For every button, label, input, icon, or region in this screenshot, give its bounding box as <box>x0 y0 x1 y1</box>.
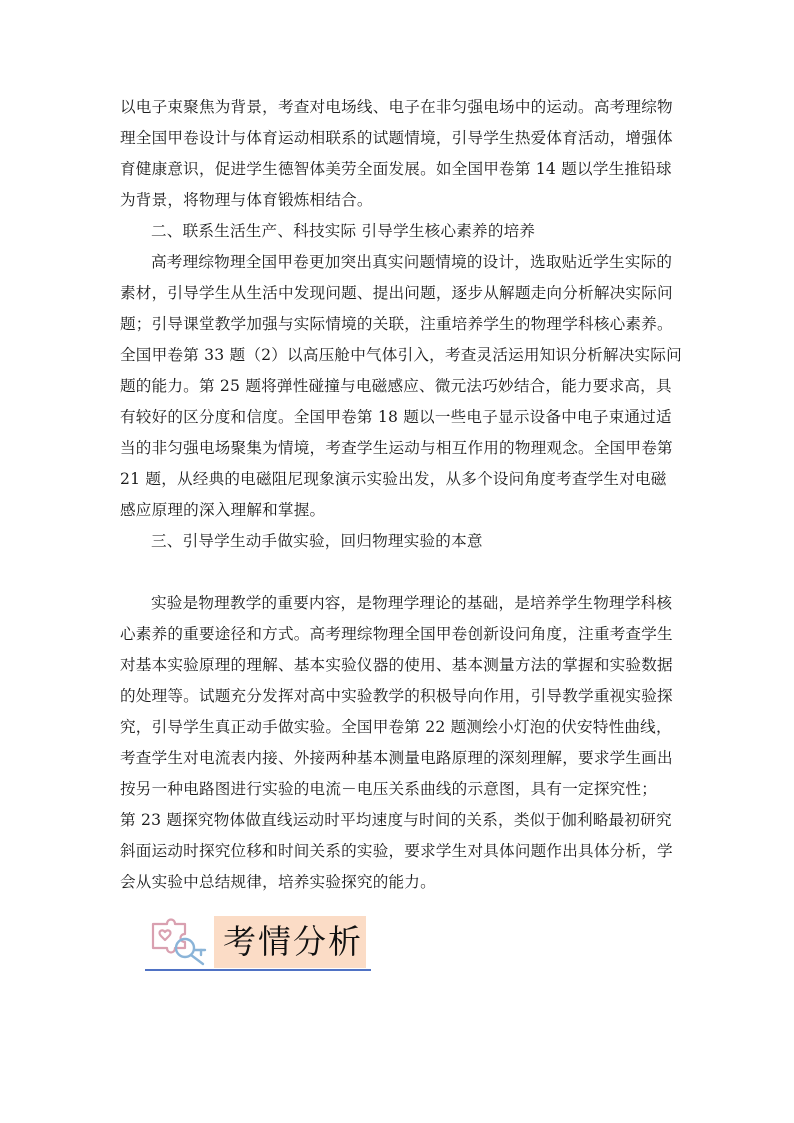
section-header-label: 考情分析 <box>223 922 363 961</box>
text-line: 以电子束聚焦为背景，考查对电场线、电子在非匀强电场中的运动。高考理综物 <box>120 98 673 116</box>
text-line: 考查学生对电流表内接、外接两种基本测量电路原理的深刻理解，要求学生画出 <box>120 749 673 767</box>
text-line: 全国甲卷第 33 题（2）以高压舱中气体引入，考查灵活运用知识分析解决实际问 <box>120 346 682 364</box>
text-line: 的处理等。试题充分发挥对高中实验教学的积极导向作用，引导教学重视实验探 <box>120 687 673 705</box>
text-line: 斜面运动时探究位移和时间关系的实验，要求学生对具体问题作出具体分析，学 <box>120 842 673 860</box>
text-line: 理全国甲卷设计与体育运动相联系的试题情境，引导学生热爱体育活动，增强体 <box>120 129 673 147</box>
text-line: 按另一种电路图进行实验的电流－电压关系曲线的示意图，具有一定探究性； <box>120 780 657 798</box>
text-line: 实验是物理教学的重要内容，是物理学理论的基础，是培养学生物理学科核 <box>151 594 673 612</box>
text-line: 有较好的区分度和信度。全国甲卷第 18 题以一些电子显示设备中电子束通过适 <box>120 408 672 426</box>
section-header-underline <box>145 969 371 971</box>
text-line: 第 23 题探究物体做直线运动时平均速度与时间的关系，类似于伽利略最初研究 <box>120 811 672 829</box>
text-line: 究，引导学生真正动手做实验。全国甲卷第 22 题测绘小灯泡的伏安特性曲线， <box>120 718 672 736</box>
magnifier-puzzle-icon <box>145 912 213 968</box>
text-line: 素材，引导学生从生活中发现问题、提出问题，逐步从解题走向分析解决实际问 <box>120 284 673 302</box>
text-line: 题的能力。第 25 题将弹性碰撞与电磁感应、微元法巧妙结合，能力要求高，具 <box>120 377 672 395</box>
text-line: 心素养的重要途径和方式。高考理综物理全国甲卷创新设问角度，注重考查学生 <box>120 625 673 643</box>
section-header <box>145 906 371 972</box>
text-line: 当的非匀强电场聚集为情境，考查学生运动与相互作用的物理观念。全国甲卷第 <box>120 439 673 457</box>
body-text-top <box>120 92 682 557</box>
text-line: 21 题，从经典的电磁阻尼现象演示实验出发，从多个设问角度考查学生对电磁 <box>120 470 667 488</box>
text-line: 为背景，将物理与体育锻炼相结合。 <box>120 191 373 209</box>
text-line: 对基本实验原理的理解、基本实验仪器的使用、基本测量方法的掌握和实验数据 <box>120 656 673 674</box>
text-line: 题；引导课堂教学加强与实际情境的关联，注重培养学生的物理学科核心素养。 <box>120 315 673 333</box>
text-line: 感应原理的深入理解和掌握。 <box>120 501 326 519</box>
text-line: 会从实验中总结规律，培养实验探究的能力。 <box>120 873 436 891</box>
text-line: 二、联系生活生产、科技实际 引导学生核心素养的培养 <box>151 222 536 240</box>
text-line: 高考理综物理全国甲卷更加突出真实问题情境的设计，选取贴近学生实际的 <box>151 253 673 271</box>
text-line: 育健康意识，促进学生德智体美劳全面发展。如全国甲卷第 14 题以学生推铅球 <box>120 160 672 178</box>
body-text-bottom <box>120 588 682 898</box>
text-line: 三、引导学生动手做实验，回归物理实验的本意 <box>151 532 483 550</box>
